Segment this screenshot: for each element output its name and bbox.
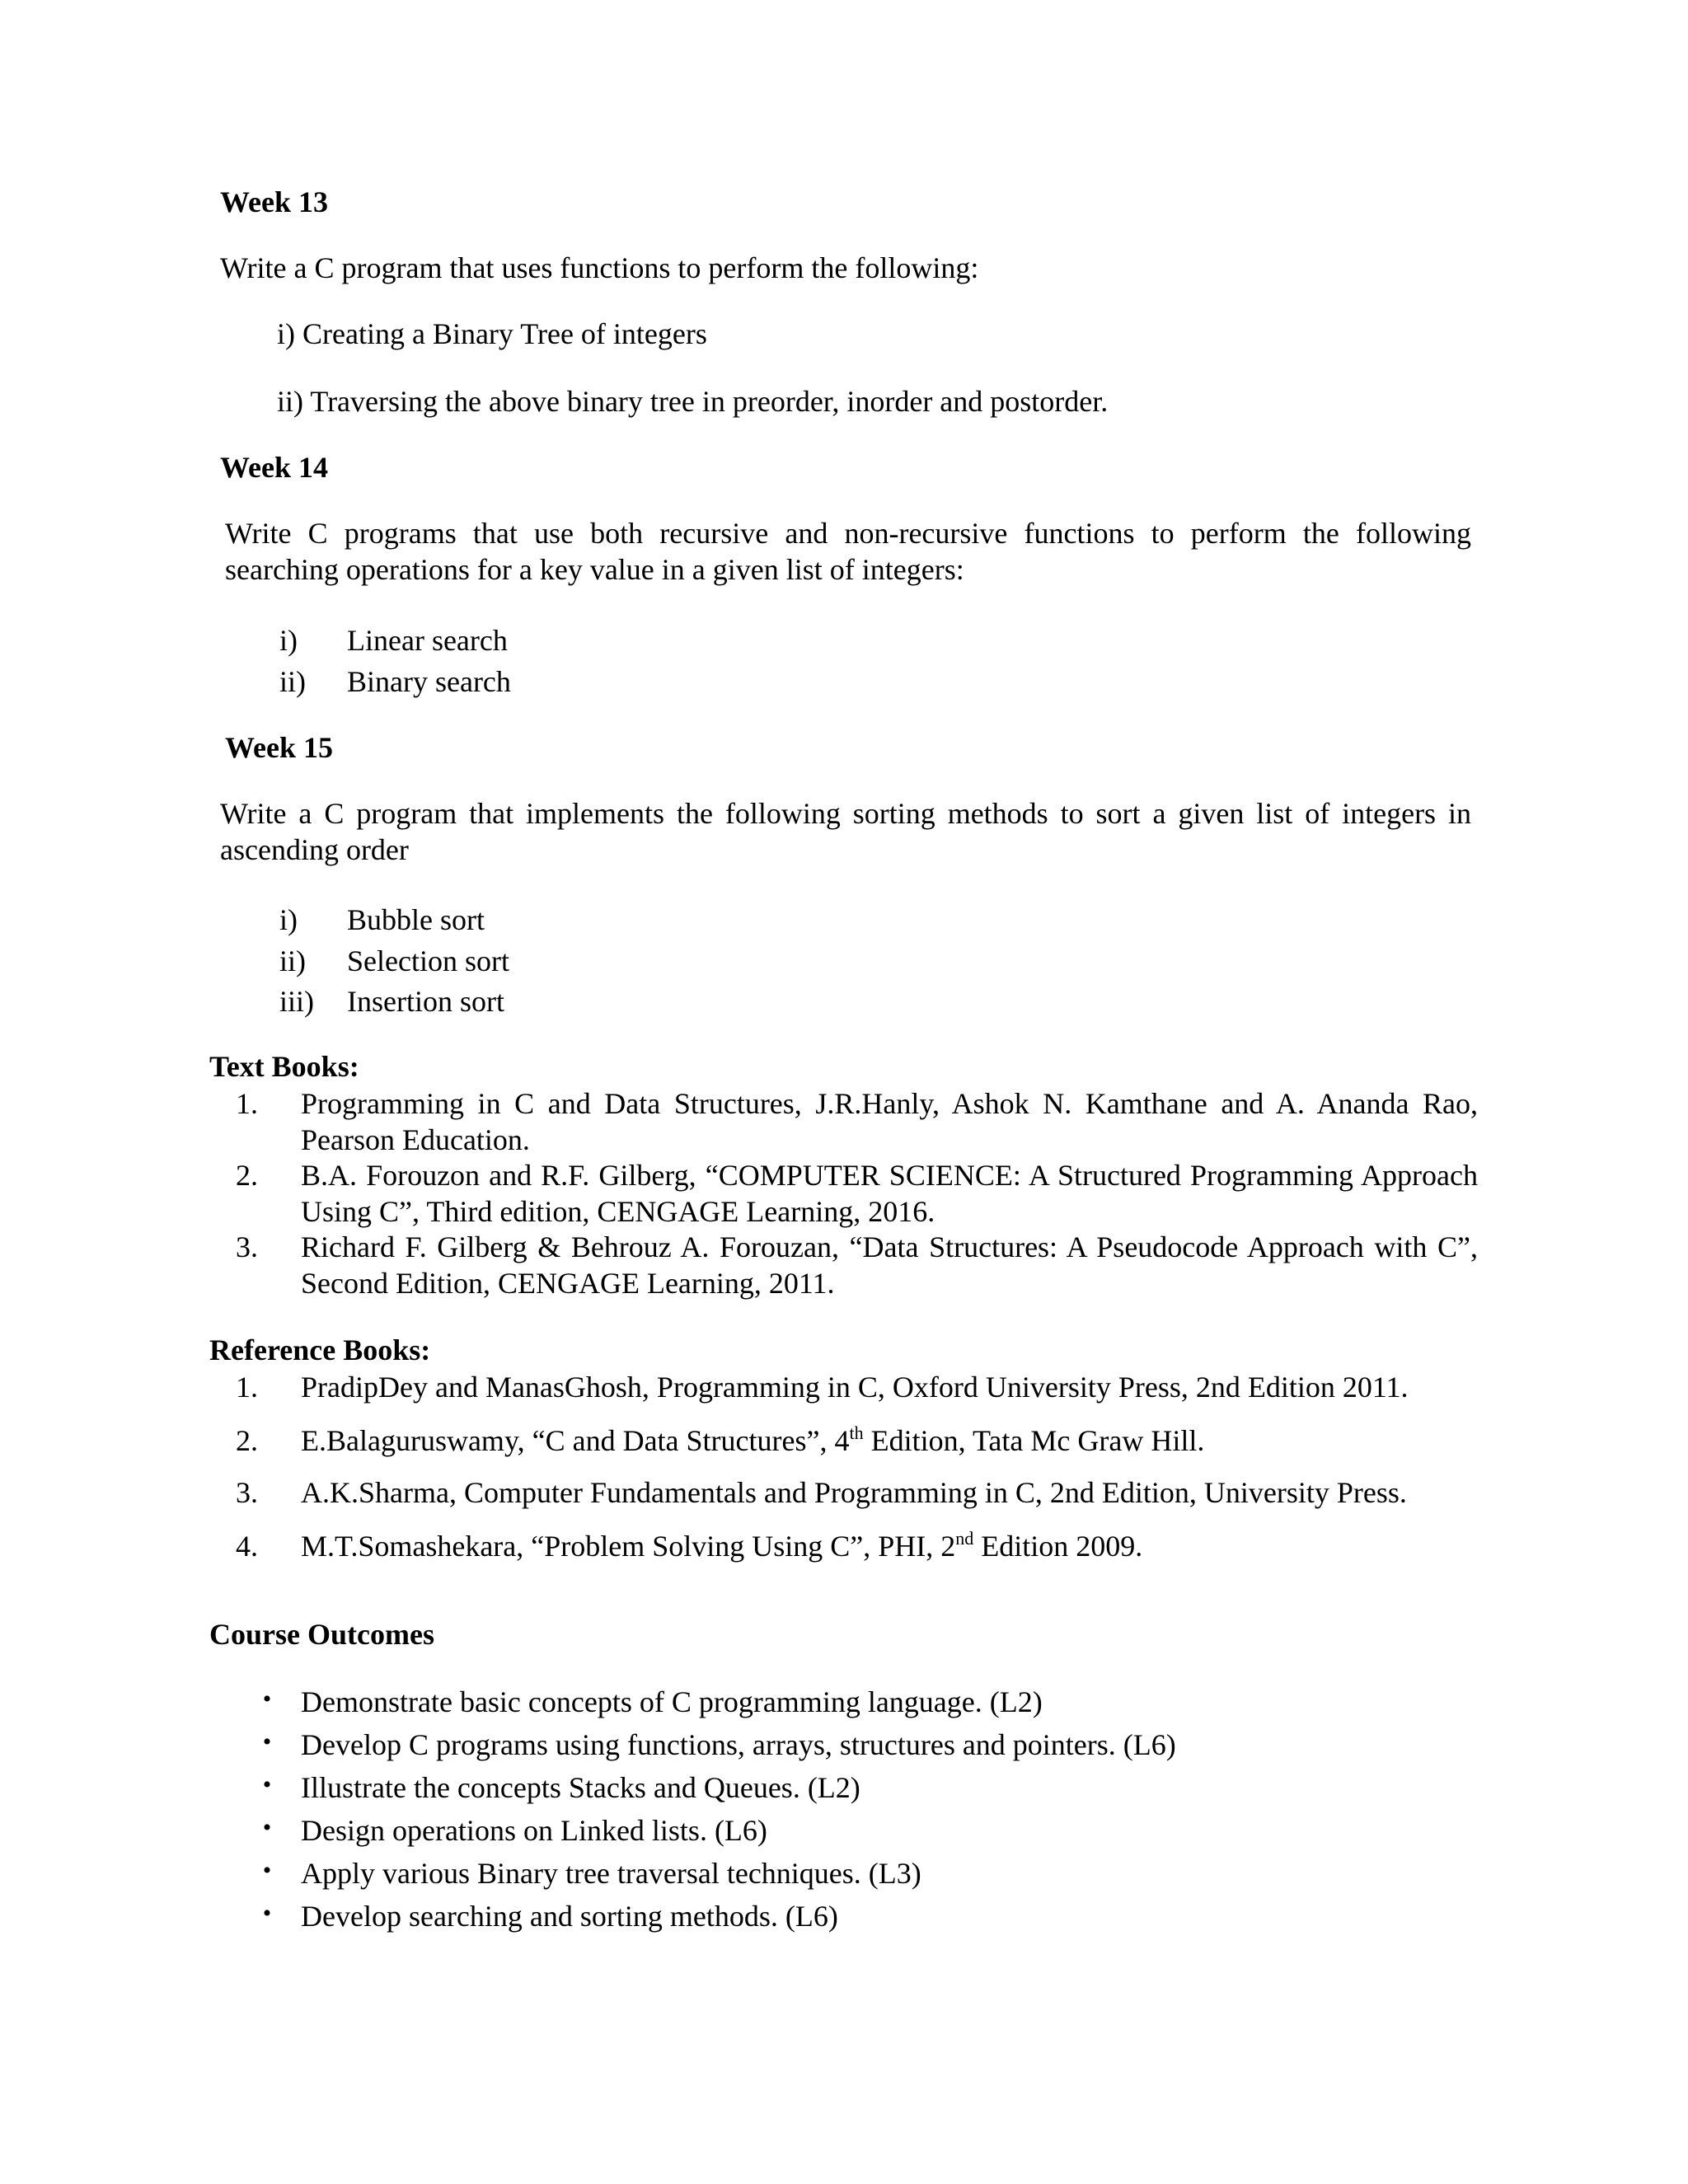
week15-item-1-number: i) (279, 903, 298, 936)
week14-item-1-number: i) (279, 624, 298, 657)
week15-heading: Week 15 (225, 731, 333, 764)
bullet-icon: • (262, 1685, 272, 1713)
course-outcome-text: Apply various Binary tree traversal techniques. (L3) (301, 1857, 921, 1890)
week15-item-1-text: Bubble sort (347, 903, 485, 936)
bullet-icon: • (262, 1771, 272, 1798)
bullet-icon: • (262, 1728, 272, 1755)
reference-book-item-number: 4. (236, 1530, 258, 1563)
week15-intro: Write a C program that implements the following sorting methods to sort a given list of integers in ascending order (220, 797, 1471, 866)
week15-item-2-number: ii) (279, 944, 306, 977)
bullet-icon: • (262, 1814, 272, 1841)
week15-item-3-number: iii) (279, 985, 314, 1018)
course-outcome-text: Develop C programs using functions, arrays, structures and pointers. (L6) (301, 1728, 1176, 1761)
reference-book-item-number: 1. (236, 1371, 258, 1404)
reference-book-item-number: 3. (236, 1476, 258, 1509)
week13-item-1: i) Creating a Binary Tree of integers (277, 317, 707, 350)
week15-item-3-text: Insertion sort (347, 985, 504, 1018)
reference-book-item-text: A.K.Sharma, Computer Fundamentals and Programming in C, 2nd Edition, University Press. (301, 1476, 1407, 1509)
text-book-item-text: B.A. Forouzon and R.F. Gilberg, “COMPUTER SCIENCE: A Structured Programming Approach Using C”, Third edition, CENGAGE Learning, 2016. (301, 1159, 1478, 1228)
week14-intro: Write C programs that use both recursive and non-recursive functions to perform the following searching operations for a key value in a given list of integers: (225, 517, 1471, 586)
course-outcome-text: Illustrate the concepts Stacks and Queues. (L2) (301, 1771, 860, 1804)
week15-item-2-text: Selection sort (347, 944, 509, 977)
text-book-item-number: 3. (236, 1230, 258, 1263)
course-outcome-text: Develop searching and sorting methods. (L6) (301, 1900, 838, 1933)
week14-heading: Week 14 (220, 451, 328, 484)
course-outcomes-list (255, 1685, 1409, 1948)
reference-book-item-text: M.T.Somashekara, “Problem Solving Using C”, PHI, 2nd Edition 2009. (301, 1528, 1143, 1563)
week13-item-2: ii) Traversing the above binary tree in preorder, inorder and postorder. (277, 385, 1109, 418)
course-outcome-text: Design operations on Linked lists. (L6) (301, 1814, 767, 1847)
text-books-list (209, 1086, 1478, 1309)
reference-book-item-text: PradipDey and ManasGhosh, Programming in C, Oxford University Press, 2nd Edition 2011. (301, 1371, 1409, 1404)
reference-books-heading: Reference Books: (209, 1333, 431, 1366)
week13-heading: Week 13 (220, 185, 328, 218)
week13-intro: Write a C program that uses functions to perform the following: (220, 251, 979, 284)
week14-item-2-number: ii) (279, 665, 306, 698)
text-book-item-number: 2. (236, 1159, 258, 1192)
reference-book-item-text: E.Balaguruswamy, “C and Data Structures”, 4th Edition, Tata Mc Graw Hill. (301, 1422, 1205, 1457)
reference-books-list (209, 1370, 1478, 1584)
bullet-icon: • (262, 1857, 272, 1884)
week14-item-2-text: Binary search (347, 665, 511, 698)
week14-list (279, 623, 774, 705)
bullet-icon: • (262, 1900, 272, 1927)
course-outcomes-heading: Course Outcomes (209, 1618, 434, 1651)
text-book-item-text: Programming in C and Data Structures, J.R.Hanly, Ashok N. Kamthane and A. Ananda Rao, Pearson Education. (301, 1087, 1478, 1156)
week14-item-1-text: Linear search (347, 624, 508, 657)
week15-list (279, 902, 774, 1026)
text-book-item-text: Richard F. Gilberg & Behrouz A. Forouzan, “Data Structures: A Pseudocode Approach with C”, Second Edition, CENGAGE Learning, 2011. (301, 1230, 1478, 1300)
text-book-item-number: 1. (236, 1087, 258, 1120)
reference-book-item-number: 2. (236, 1424, 258, 1457)
course-outcome-text: Demonstrate basic concepts of C programming language. (L2) (301, 1685, 1043, 1718)
text-books-heading: Text Books: (209, 1050, 359, 1083)
